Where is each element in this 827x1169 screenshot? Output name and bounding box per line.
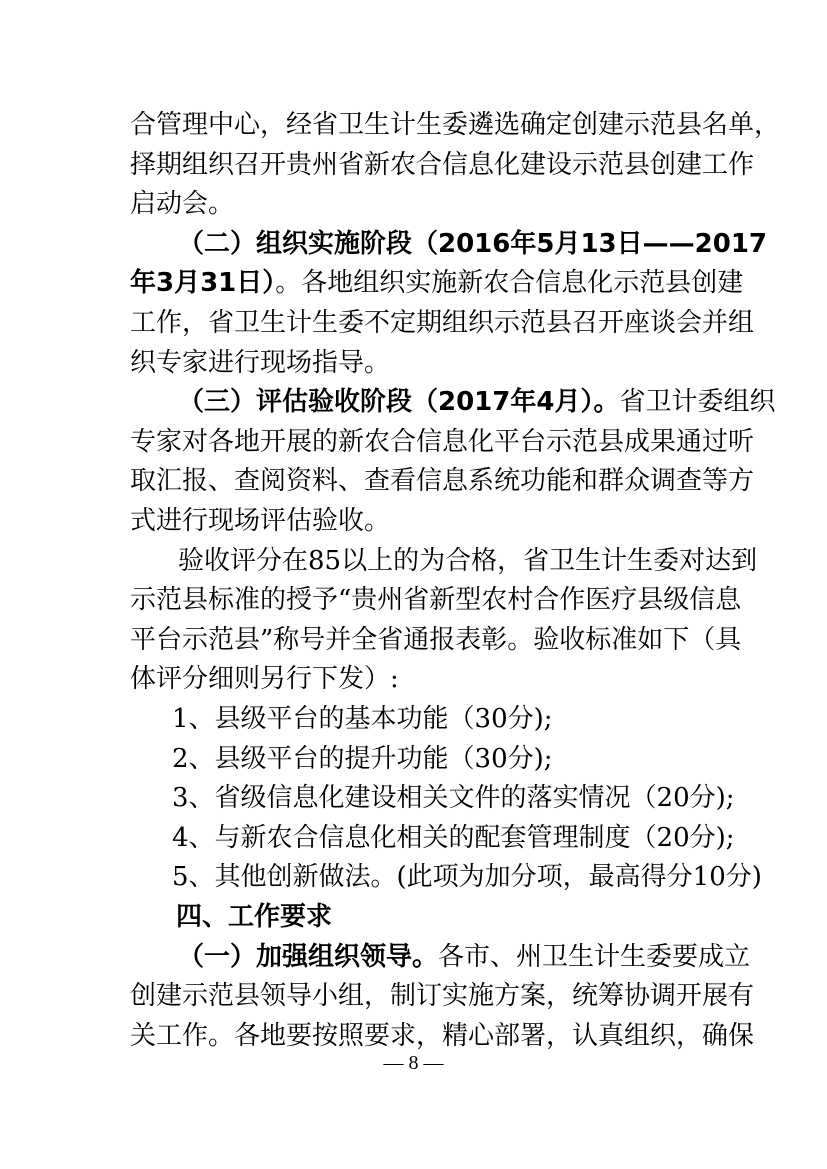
- text-line: [130, 264, 744, 302]
- section-heading: [178, 383, 776, 421]
- bold-run: （三）评估验收阶段（2017年4月）。: [178, 387, 620, 418]
- text-line: 关工作。各地要按照要求，精心部署，认真组织，确保: [130, 1020, 755, 1051]
- text-line: 示范县标准的授予“贵州省新型农村合作医疗县级信息: [130, 585, 742, 616]
- text-line: 取汇报、查阅资料、查看信息系统功能和群众调查等方: [130, 466, 755, 497]
- text-line: 式进行现场评估验收。: [130, 506, 391, 536]
- text-run: 。各地组织实施新农合信息化示范县创建: [275, 268, 744, 299]
- text-line: 专家对各地开展的新农合信息化平台示范县成果通过听: [130, 426, 755, 457]
- chapter-heading: 四、工作要求: [176, 902, 333, 932]
- text-line: 创建示范县领导小组，制订实施方案，统筹协调开展有: [130, 981, 755, 1012]
- bold-run: （一）加强组织领导。: [178, 941, 439, 972]
- list-item: 3、省级信息化建设相关文件的落实情况（20分);: [172, 783, 735, 814]
- section-heading: [178, 225, 767, 263]
- text-run: 省卫计委组织: [619, 387, 776, 418]
- text-line: 体评分细则另行下发）:: [130, 664, 399, 695]
- text-run: 各市、州卫生计生委要成立: [438, 941, 751, 972]
- list-item: 5、其他创新做法。(此项为加分项，最高得分10分): [172, 862, 762, 893]
- bold-run: 年3月31日）: [130, 268, 276, 299]
- text-line: 平台示范县”称号并全省通报表彰。验收标准如下（具: [130, 624, 742, 655]
- bold-run: （二）组织实施阶段（2016年5月13日——2017: [178, 228, 767, 259]
- text-line: 验收评分在85以上的为合格，省卫生计生委对达到: [178, 545, 758, 576]
- list-item: 1、县级平台的基本功能（30分);: [172, 704, 553, 734]
- page-number: — 8 —: [383, 1052, 444, 1074]
- text-line: 织专家进行现场指导。: [130, 347, 391, 378]
- text-line: 合管理中心，经省卫生计生委遴选确定创建示范县名单，: [130, 110, 781, 140]
- list-item: 4、与新农合信息化相关的配套管理制度（20分);: [172, 822, 735, 853]
- list-item: 2、县级平台的提升功能（30分);: [172, 743, 553, 774]
- text-line: 启动会。: [130, 189, 235, 220]
- text-line: 工作，省卫生计生委不定期组织示范县召开座谈会并组: [130, 308, 755, 338]
- section-heading: [178, 938, 751, 976]
- text-line: 择期组织召开贵州省新农合信息化建设示范县创建工作: [130, 149, 755, 180]
